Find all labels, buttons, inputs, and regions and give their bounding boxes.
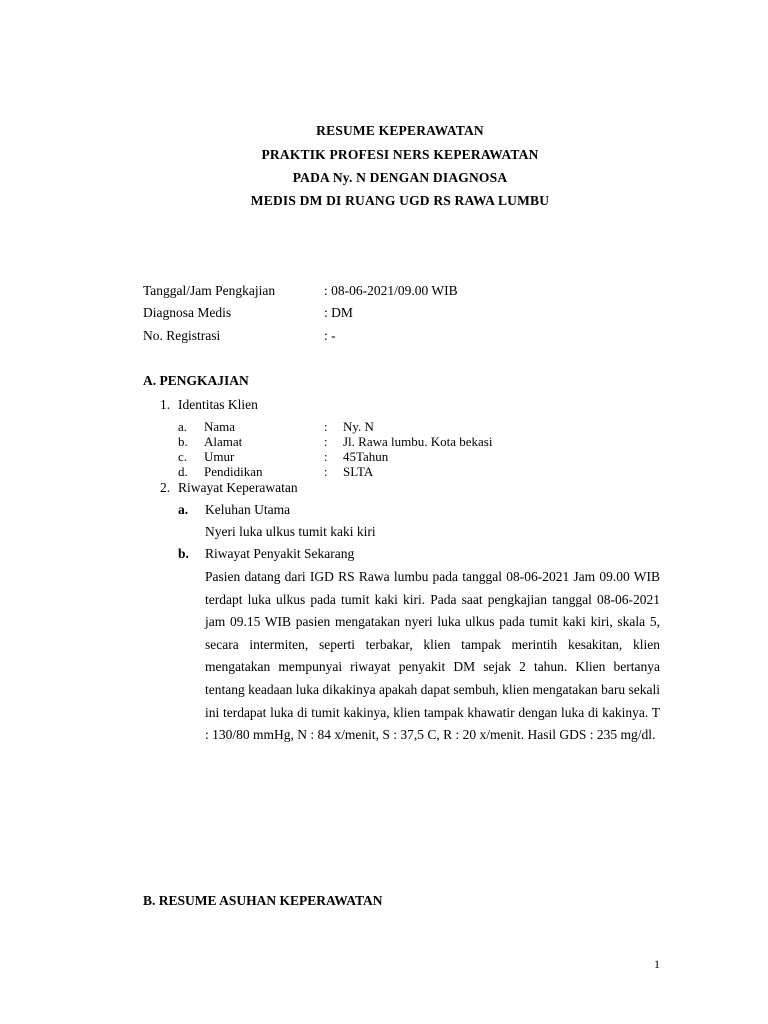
info-value-date: : 08-06-2021/09.00 WIB [324,283,458,298]
info-label-diagnosis: Diagnosa Medis [143,305,232,320]
identity-sep: : [324,449,328,464]
sub-b-paragraph: Pasien datang dari IGD RS Rawa lumbu pada tanggal 08-06-2021 Jam 09.00 WIB terdapt luka ulkus pada tumit kaki kiri. Pada saat pengkajian tanggal 08-06-2021 jam 09.15 WIB pasien mengatakan nyeri luka ulkus pada tumit kaki kiri, skala 5, secara intermiten, seperti terbakar, klien tampak merintih kesakitan, klien mengatakan mempunyai riwayat penyakit DM sejak 2 tahun. Klien bertanya tentang keadaan luka dikakinya apakah dapat sembuh, klien mengatakan baru sekali ini terdapat luka di tumit kakinya, klien tampak khawatir dengan luka di kakinya. T : 130/80 mmHg, N : 84 x/menit, S : 37,5 C, R : 20 x/menit. Hasil GDS : 235 mg/dl. [205,569,660,743]
identity-value-age: 45Tahun [343,449,389,464]
sub-a-label: Keluhan Utama [205,502,291,517]
item-1-label: Identitas Klien [178,397,258,412]
identity-letter: b. [178,434,188,449]
identity-sep: : [324,464,328,479]
identity-label-name: Nama [204,419,236,434]
sub-b-label: Riwayat Penyakit Sekarang [205,546,355,561]
identity-value-education: SLTA [343,464,374,479]
identity-letter: c. [178,449,188,464]
identity-label-education: Pendidikan [204,464,263,479]
identity-label-age: Umur [204,449,235,464]
item-1-number: 1. [160,397,171,412]
identity-value-address: Jl. Rawa lumbu. Kota bekasi [343,434,493,449]
doc-title-line-2: PRAKTIK PROFESI NERS KEPERAWATAN [261,147,539,162]
info-label-date: Tanggal/Jam Pengkajian [143,283,276,298]
identity-value-name: Ny. N [343,419,374,434]
identity-sep: : [324,419,328,434]
identity-letter: d. [178,464,188,479]
info-label-registration: No. Registrasi [143,328,221,343]
identity-sep: : [324,434,328,449]
doc-title-line-4: MEDIS DM DI RUANG UGD RS RAWA LUMBU [250,193,550,208]
info-value-diagnosis: : DM [324,305,353,320]
section-a-heading: A. PENGKAJIAN [143,373,249,388]
doc-title-line-3: PADA Ny. N DENGAN DIAGNOSA [292,170,508,185]
sub-a-text: Nyeri luka ulkus tumit kaki kiri [205,524,376,539]
sub-b-letter: b. [178,546,189,561]
item-2-label: Riwayat Keperawatan [178,480,298,495]
doc-title-line-1: RESUME KEPERAWATAN [316,123,484,138]
sub-a-letter: a. [178,502,189,517]
page-number: 1 [654,957,660,971]
identity-label-address: Alamat [204,434,243,449]
identity-letter: a. [178,419,188,434]
info-value-registration: : - [324,328,336,343]
item-2-number: 2. [160,480,171,495]
section-b-heading: B. RESUME ASUHAN KEPERAWATAN [143,893,383,908]
